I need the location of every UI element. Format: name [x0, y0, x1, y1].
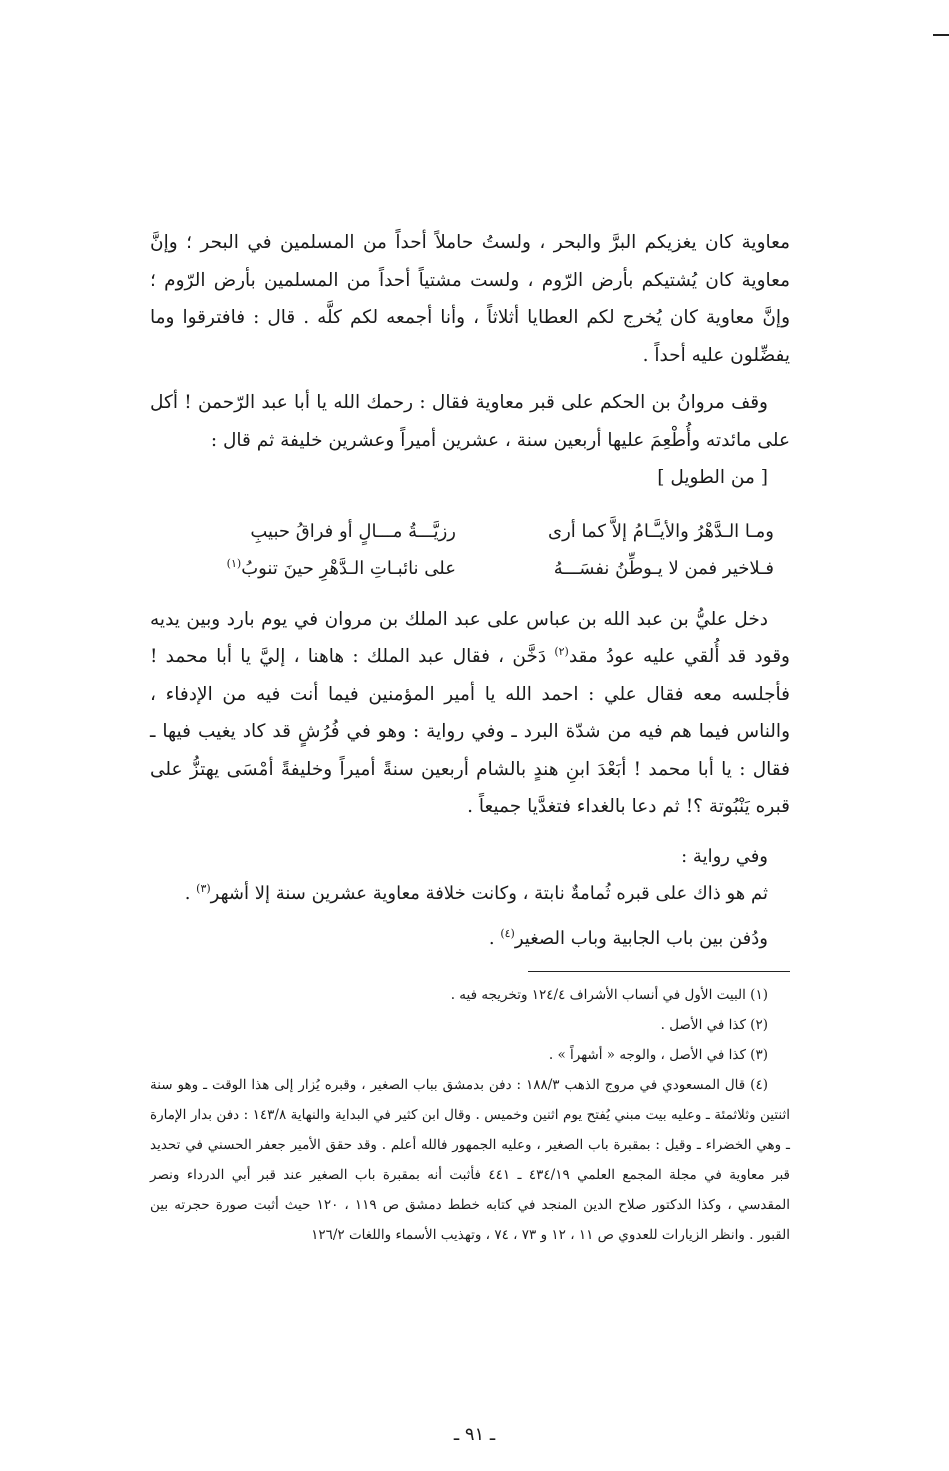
narration-line-1-text: ثم هو ذاك على قبره ثُمامةٌ نابتة ، وكانت خلافة معاوية عشرين سنة إلا أشهر: [210, 882, 768, 904]
narration-line-2-text: ودُفن بين باب الجابية وباب الصغير: [514, 927, 768, 949]
paragraph-2-text: وقف مروانُ بن الحكم على قبر معاوية فقال : رحمك الله يا أبا عبد الرّحمن ! أكل على مائدته وأُطْعِمَ عليها أربعين سنة ، عشرين أميراً وعشرين خليفة ثم قال :: [150, 392, 790, 451]
verse-2-second-hemistich: [166, 550, 456, 587]
paragraph-3: [150, 601, 790, 826]
poem-verse: [150, 513, 790, 550]
meter-label: [ من الطويل ]: [657, 467, 768, 488]
footnote-3: (٣) كذا في الأصل ، والوجه « أشهراً » .: [548, 1046, 768, 1063]
poem: [150, 513, 790, 587]
page-number: ـ ٩١ ـ: [453, 1424, 496, 1445]
paragraph-3-rest: دَخَّن ، فقال عبد الملك : هاهنا ، إليَّ يا أبا محمد ! فأجلسه معه فقال علي : احمد الله يا أمير المؤمنين فيما أنت فيه من الإدفاء ، والناس فيما هم فيه من شدّة البرد ـ وفي رواية : وهو في فُرُشٍ قد كاد يغيب فيها ـ فقال : يا أبا محمد ! أبَعْدَ ابنِ هندٍ بالشام أربعين سنةً أميراً وخليفةً أمْسَى يهتزُّ على قبره يَنْبُوتة ؟! ثم دعا بالغداء فتغدَّيا جميعاً .: [150, 646, 790, 817]
narration-line-2-end: .: [488, 927, 501, 949]
page-body: [150, 224, 790, 1250]
verse-2-second-text: على نائبـاتِ الـدَّهْرِ حينَ تنوبُ: [241, 557, 456, 579]
footnote-ref-2: (٢): [554, 644, 569, 658]
poem-verse: [150, 550, 790, 587]
verse-2-first-hemistich: فـلاخير فمن لا يـوطِّنُ نفسَـــهُ: [553, 557, 774, 579]
narration-line-2: [150, 920, 790, 957]
footnote-2: (٢) كذا في الأصل .: [660, 1016, 768, 1033]
footnotes-short: [150, 980, 790, 1070]
narration-intro: وفي رواية :: [681, 845, 768, 867]
narration-line-1-end: .: [184, 882, 197, 904]
footnote-ref-1: (١): [226, 556, 242, 570]
footnote-1: (١) البيت الأول في أنساب الأشراف ١٢٤/٤ وتخريجه فيه .: [450, 986, 768, 1003]
paragraph-2: [150, 384, 790, 497]
footnote-4: (٤) قال المسعودي في مروج الذهب ١٨٨/٣ : دفن بدمشق بباب الصغير ، وقبره يُزار إلى هذا الوقت ـ وهو سنة اثنتين وثلاثمئة ـ وعليه بيت مبني يُفتح يوم اثنين وخميس . وقال ابن كثير في البداية والنهاية ١٤٣/٨ : دفن بدار الإمارة ـ وهي الخضراء ـ وقيل : بمقبرة باب الصغير ، وعليه الجمهور فالله أعلم . وقد حقق الأمير جعفر الحسني في تحديد قبر معاوية في مجلة المجمع العلمي ٤٣٤/١٩ ـ ٤٤١ فأثبت أنه بمقبرة باب الصغير عند قبر أبي الدرداء ونصر المقدسي ، وكذا الدكتور صلاح الدين المنجد في كتابه خطط دمشق ص ١١٩ ، ١٢٠ حيث أثبت صورة حجرته بين القبور . وانظر الزيارات للعدوي ص ١١ ، ١٢ و ٧٣ ، ٧٤ ، وتهذيب الأسماء واللغات ١٢٦/٢: [150, 1076, 790, 1243]
paragraph-1: معاوية كان يغزيكم البرَّ والبحر ، ولستُ حاملاً أحداً من المسلمين في البحر ؛ وإنَّ معاوية كان يُشتيكم بأرض الرّوم ، ولست مشتياً أحداً من المسلمين بأرض الرّوم ؛ وإنَّ معاوية كان يُخرج لكم العطايا أثلاثاً ، وأنا أجمعه لكم كلَّه . قال : فافترقوا وما يفضِّلون عليه أحداً .: [150, 232, 790, 366]
paragraph-3-text: دخل عليُّ بن عبد الله بن عباس على عبد الملك بن مروان في يوم بارد وبين يديه وقود قد أُلقي عليه عودُ مقد: [150, 608, 790, 667]
footnote-ref-3: (٣): [196, 881, 211, 895]
footnote-separator: [528, 971, 790, 972]
verse-1-second-hemistich: رزيَّـــةُ مـــالٍ أو فراقُ حبيبِ: [250, 520, 456, 542]
verse-1-first-hemistich: ومـا الـدَّهْرُ والأيـَّـامُ إلاَّ كما أرى: [548, 520, 774, 542]
narration-line-1: [150, 875, 790, 912]
page-edge-mark: [933, 34, 949, 36]
footnote-ref-4: (٤): [500, 926, 515, 940]
